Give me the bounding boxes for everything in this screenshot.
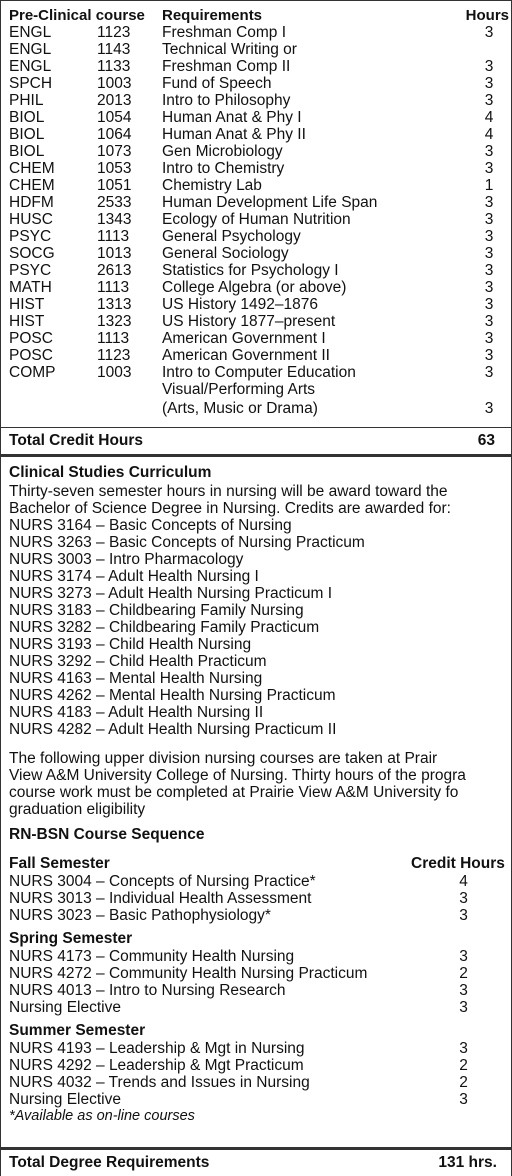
course-name: Nursing Elective (9, 999, 121, 1016)
elective-row-detail (9, 398, 511, 419)
table-row (9, 143, 511, 160)
total-degree-value: 131 hrs. (438, 1154, 497, 1171)
course-title: General Sociology (162, 245, 289, 262)
list-item: NURS 4282 – Adult Health Nursing Practicum II (9, 721, 337, 738)
course-number: 1143 (97, 41, 131, 58)
semester-heading (9, 930, 511, 948)
course-number: 1013 (97, 245, 132, 262)
table-row (9, 41, 511, 58)
table-row (9, 1040, 511, 1057)
course-name: NURS 4013 – Intro to Nursing Research (9, 982, 286, 999)
course-title: Technical Writing or (162, 41, 297, 58)
sequence-heading: RN-BSN Course Sequence (9, 826, 205, 843)
course-hours: 3 (459, 890, 468, 907)
course-hours: 3 (484, 296, 494, 313)
course-dept: BIOL (9, 126, 45, 143)
course-hours: 3 (484, 92, 494, 109)
semester-block (9, 1022, 511, 1108)
list-item: NURS 4262 – Mental Health Nursing Practicum (9, 687, 336, 704)
course-title: American Government I (162, 330, 326, 347)
header-course: Pre-Clinical course (9, 7, 145, 24)
table-row (9, 194, 511, 211)
elective-row-title (9, 381, 511, 398)
course-name: NURS 3004 – Concepts of Nursing Practice* (9, 873, 316, 890)
course-hours: 3 (459, 948, 468, 965)
course-dept: CHEM (9, 160, 55, 177)
total-credit-value: 63 (477, 432, 495, 449)
table-row (9, 313, 511, 330)
upper-line: course work must be completed at Prairie View A&M University fo (9, 784, 459, 801)
course-title: Gen Microbiology (162, 143, 283, 160)
table-row (9, 907, 511, 924)
table-row (9, 347, 511, 364)
table-row (9, 262, 511, 279)
course-title: US History 1877–present (162, 313, 336, 330)
course-name: NURS 4193 – Leadership & Mgt in Nursing (9, 1040, 305, 1057)
course-dept: HIST (9, 313, 45, 330)
course-number: 1051 (97, 177, 132, 194)
course-hours: 3 (459, 907, 468, 924)
table-row (9, 58, 511, 75)
course-dept: ENGL (9, 58, 52, 75)
course-dept: POSC (9, 330, 53, 347)
intro-line: Thirty-seven semester hours in nursing will be award toward the (9, 483, 448, 500)
course-number: 1003 (97, 75, 132, 92)
course-number: 1123 (97, 347, 131, 364)
course-title: Human Development Life Span (162, 194, 378, 211)
table-row (9, 279, 511, 296)
list-item: NURS 3164 – Basic Concepts of Nursing (9, 517, 292, 534)
course-title: American Government II (162, 347, 330, 364)
course-title: Chemistry Lab (162, 177, 262, 194)
list-item: NURS 4183 – Adult Health Nursing II (9, 704, 264, 721)
table-row (9, 126, 511, 143)
course-hours: 3 (484, 245, 494, 262)
table-row (9, 92, 511, 109)
course-number: 1113 (97, 228, 130, 245)
course-hours: 3 (459, 1040, 468, 1057)
clinical-heading: Clinical Studies Curriculum (9, 464, 212, 481)
course-hours: 4 (459, 873, 468, 890)
course-title: Freshman Comp I (162, 24, 287, 41)
header-requirements: Requirements (162, 7, 263, 24)
course-name: Nursing Elective (9, 1091, 121, 1108)
course-number: 2533 (97, 194, 132, 211)
course-hours: 3 (484, 211, 494, 228)
total-credit-hours (1, 428, 511, 454)
semester-name: Spring Semester (9, 930, 133, 947)
table-row (9, 890, 511, 907)
course-hours: 3 (484, 143, 494, 160)
course-title: Human Anat & Phy II (162, 126, 306, 143)
upper-line: The following upper division nursing courses are taken at Prair (9, 750, 438, 767)
table-row (9, 982, 511, 999)
table-row (9, 1074, 511, 1091)
course-dept: PSYC (9, 262, 52, 279)
clinical-section (1, 462, 511, 1125)
course-title: Intro to Philosophy (162, 92, 291, 109)
course-hours: 3 (484, 160, 494, 177)
course-dept: ENGL (9, 41, 52, 58)
course-hours: 3 (459, 1091, 468, 1108)
course-hours: 3 (484, 279, 494, 296)
semester-heading (9, 1022, 511, 1040)
course-title: General Psychology (162, 228, 301, 245)
table-row (9, 109, 511, 126)
pre-clinical-header (9, 7, 511, 24)
course-title: Ecology of Human Nutrition (162, 211, 351, 228)
course-number: 1003 (97, 364, 132, 381)
course-dept: HIST (9, 296, 45, 313)
course-title: College Algebra (or above) (162, 279, 347, 296)
list-item: NURS 4163 – Mental Health Nursing (9, 670, 263, 687)
elective-detail: (Arts, Music or Drama) (162, 400, 318, 417)
pre-clinical-rows (9, 24, 511, 381)
course-hours: 3 (484, 313, 494, 330)
course-dept: HUSC (9, 211, 53, 228)
course-number: 1053 (97, 160, 132, 177)
course-hours: 3 (484, 75, 494, 92)
course-number: 1343 (97, 211, 132, 228)
course-number: 1323 (97, 313, 132, 330)
table-row (9, 364, 511, 381)
course-dept: SOCG (9, 245, 55, 262)
course-dept: PHIL (9, 92, 44, 109)
table-row (9, 160, 511, 177)
semester-heading (9, 855, 511, 873)
table-row (9, 177, 511, 194)
table-row (9, 296, 511, 313)
course-hours: 3 (484, 228, 494, 245)
course-name: NURS 4292 – Leadership & Mgt Practicum (9, 1057, 304, 1074)
intro-line: Bachelor of Science Degree in Nursing. Credits are awarded for: (9, 500, 451, 517)
course-hours: 3 (484, 24, 494, 41)
course-hours: 3 (484, 330, 494, 347)
course-dept: PSYC (9, 228, 52, 245)
course-hours: 3 (484, 347, 494, 364)
list-item: NURS 3183 – Childbearing Family Nursing (9, 602, 304, 619)
course-title: Intro to Chemistry (162, 160, 285, 177)
pre-clinical-section (1, 7, 511, 419)
course-dept: CHEM (9, 177, 55, 194)
list-item: NURS 3003 – Intro Pharmacology (9, 551, 244, 568)
list-item: NURS 3282 – Childbearing Family Practicum (9, 619, 320, 636)
course-dept: SPCH (9, 75, 53, 92)
clinical-intro (9, 483, 511, 517)
course-hours: 3 (484, 262, 494, 279)
course-title: Fund of Speech (162, 75, 272, 92)
upper-line: graduation eligibility (9, 801, 146, 818)
list-item: NURS 3174 – Adult Health Nursing I (9, 568, 259, 585)
table-row (9, 1091, 511, 1108)
course-number: 1054 (97, 109, 132, 126)
table-row (9, 24, 511, 41)
total-credit-label: Total Credit Hours (9, 432, 144, 449)
list-item: NURS 3263 – Basic Concepts of Nursing Practicum (9, 534, 365, 551)
course-dept: BIOL (9, 109, 45, 126)
course-name: NURS 4272 – Community Health Nursing Practicum (9, 965, 368, 982)
footnote: *Available as on-line courses (9, 1108, 195, 1124)
course-title: Freshman Comp II (162, 58, 291, 75)
list-item: NURS 3273 – Adult Health Nursing Practicum I (9, 585, 333, 602)
course-dept: COMP (9, 364, 56, 381)
course-hours: 3 (459, 982, 468, 999)
list-item: NURS 3292 – Child Health Practicum (9, 653, 267, 670)
semester-list (9, 855, 511, 1108)
list-item: NURS 3193 – Child Health Nursing (9, 636, 252, 653)
course-hours: 2 (459, 1057, 468, 1074)
course-number: 1064 (97, 126, 132, 143)
course-dept: HDFM (9, 194, 54, 211)
elective-title: Visual/Performing Arts (162, 381, 316, 398)
course-hours: 3 (484, 364, 494, 381)
table-row (9, 948, 511, 965)
course-title: Intro to Computer Education (162, 364, 356, 381)
table-row (9, 211, 511, 228)
table-row (9, 873, 511, 890)
course-number: 1133 (97, 58, 131, 75)
course-hours: 4 (484, 126, 494, 143)
course-dept: ENGL (9, 24, 52, 41)
divider-thick (1, 454, 511, 457)
course-name: NURS 3013 – Individual Health Assessment (9, 890, 312, 907)
table-row (9, 965, 511, 982)
total-degree-requirements (1, 1147, 511, 1176)
course-hours: 1 (484, 177, 494, 194)
course-hours: 4 (484, 109, 494, 126)
course-number: 1123 (97, 24, 131, 41)
total-degree-label: Total Degree Requirements (9, 1154, 210, 1171)
course-dept: POSC (9, 347, 53, 364)
course-number: 1113 (97, 279, 130, 296)
course-number: 1313 (97, 296, 132, 313)
course-title: US History 1492–1876 (162, 296, 318, 313)
table-row (9, 245, 511, 262)
course-number: 1073 (97, 143, 132, 160)
course-hours: 3 (484, 194, 494, 211)
course-name: NURS 3023 – Basic Pathophysiology* (9, 907, 271, 924)
course-hours: 3 (484, 58, 494, 75)
course-number: 1113 (97, 330, 130, 347)
semester-block (9, 930, 511, 1016)
table-row (9, 999, 511, 1016)
course-number: 2613 (97, 262, 132, 279)
table-row (9, 75, 511, 92)
course-name: NURS 4173 – Community Health Nursing (9, 948, 295, 965)
elective-hours: 3 (484, 400, 494, 417)
course-title: Statistics for Psychology I (162, 262, 339, 279)
semester-name: Summer Semester (9, 1022, 146, 1039)
clinical-course-list (9, 517, 511, 738)
upper-division-paragraph (9, 750, 511, 818)
course-number: 2013 (97, 92, 132, 109)
course-hours: 2 (459, 965, 468, 982)
credit-hours-header: Credit Hours (411, 855, 505, 872)
table-row (9, 330, 511, 347)
course-hours: 3 (459, 999, 468, 1016)
header-hours: Hours (465, 7, 509, 24)
table-row (9, 1057, 511, 1074)
course-name: NURS 4032 – Trends and Issues in Nursing (9, 1074, 310, 1091)
course-title: Human Anat & Phy I (162, 109, 302, 126)
course-dept: BIOL (9, 143, 45, 160)
table-row (9, 228, 511, 245)
semester-block (9, 855, 511, 924)
course-dept: MATH (9, 279, 52, 296)
semester-name: Fall Semester (9, 855, 110, 872)
upper-line: View A&M University College of Nursing. Thirty hours of the progra (9, 767, 466, 784)
course-hours: 2 (459, 1074, 468, 1091)
